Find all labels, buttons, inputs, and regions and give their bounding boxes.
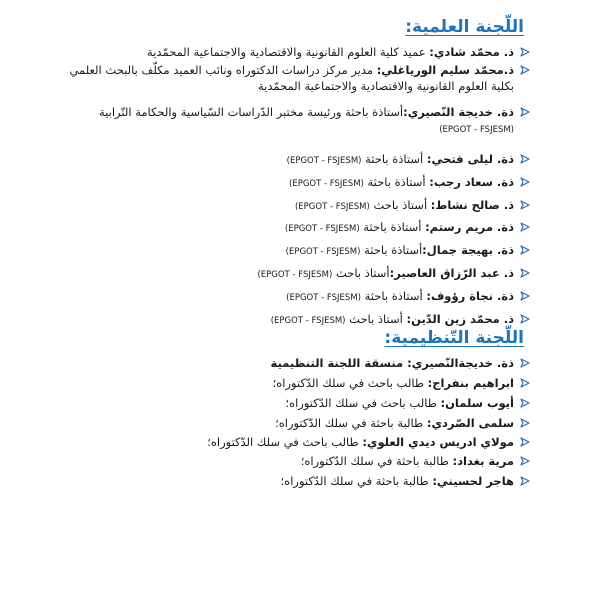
- list-item: ذة. نجاة رؤوف: أستاذة باحثة (EPGOT - FSJESM): [48, 288, 514, 306]
- organizing-committee-heading: اللّجنة التّنظيمية:: [384, 328, 524, 348]
- chevron-arrow-icon: [520, 456, 530, 466]
- chevron-arrow-icon: [520, 358, 530, 368]
- chevron-arrow-icon: [520, 437, 530, 447]
- chevron-arrow-icon: [520, 65, 530, 75]
- list-item: سلمى الصّردي: طالبة باحثة في سلك الدّكتوراه؛: [48, 415, 514, 431]
- chevron-arrow-icon: [520, 378, 530, 388]
- list-item: أيوب سلمان: طالب باحث في سلك الدّكتوراه؛: [48, 395, 514, 411]
- list-item: ذة. ليلى فتحي: أستاذة باحثة (EPGOT - FSJESM): [48, 151, 514, 169]
- scientific-committee-heading: اللّجنة العلمية:: [405, 17, 524, 37]
- list-item: هاجر لحسيني: طالبة باحثة في سلك الدّكتوراه؛: [48, 473, 514, 489]
- list-item: ذة. مريم رستم: أستاذة باحثة (EPGOT - FSJESM): [48, 219, 514, 237]
- chevron-arrow-icon: [520, 200, 530, 210]
- chevron-arrow-icon: [520, 291, 530, 301]
- list-item: ذ. محمّد زين الدّين: أستاذ باحث (EPGOT - FSJESM): [48, 311, 514, 329]
- chevron-arrow-icon: [520, 314, 530, 324]
- chevron-arrow-icon: [520, 222, 530, 232]
- chevron-arrow-icon: [520, 268, 530, 278]
- list-item: ذة. سعاد رجب: أستاذة باحثة (EPGOT - FSJESM): [48, 174, 514, 192]
- list-item: مرية بغداد: طالبة باحثة في سلك الدّكتوراه؛: [48, 453, 514, 469]
- list-item: ابراهيم بنفراج: طالب باحث في سلك الدّكتوراه؛: [48, 375, 514, 391]
- list-item: ذ. صالح نشاط: أستاذ باحث (EPGOT - FSJESM): [48, 197, 514, 215]
- list-item: ذة. خديجةالنّصيري: منسقة اللجنة التنظيمية: [48, 355, 514, 371]
- list-item: مولاي ادريس ديدي العلوي: طالب باحث في سلك الدّكتوراه؛: [48, 434, 514, 450]
- chevron-arrow-icon: [520, 245, 530, 255]
- chevron-arrow-icon: [520, 476, 530, 486]
- chevron-arrow-icon: [520, 107, 530, 117]
- list-item: ذ.محمّد سليم الورياغلي: مدير مركز دراسات الدكتوراه ونائب العميد مكلّف بالبحث العلمي بكلية العلوم القانونية والاقتصادية والاجتماعية المحمّدية: [48, 62, 514, 94]
- chevron-arrow-icon: [520, 398, 530, 408]
- chevron-arrow-icon: [520, 418, 530, 428]
- list-item: ذ. محمّد شادي: عميد كلية العلوم القانونية والاقتصادية والاجتماعية المحمّدية: [48, 44, 514, 60]
- chevron-arrow-icon: [520, 47, 530, 57]
- list-item: ذة. بهيجة جمال:أستاذة باحثة (EPGOT - FSJESM): [48, 242, 514, 260]
- chevron-arrow-icon: [520, 154, 530, 164]
- list-item: ذ. عبد الرّزاق العاصير:أستاذ باحث (EPGOT - FSJESM): [48, 265, 514, 283]
- chevron-arrow-icon: [520, 177, 530, 187]
- list-item: ذة. خديجة النّصيري:أستاذة باحثة ورئيسة مختبر الدّراسات السّياسية والحكامة التّرابية (EPGOT - FSJESM): [40, 104, 514, 138]
